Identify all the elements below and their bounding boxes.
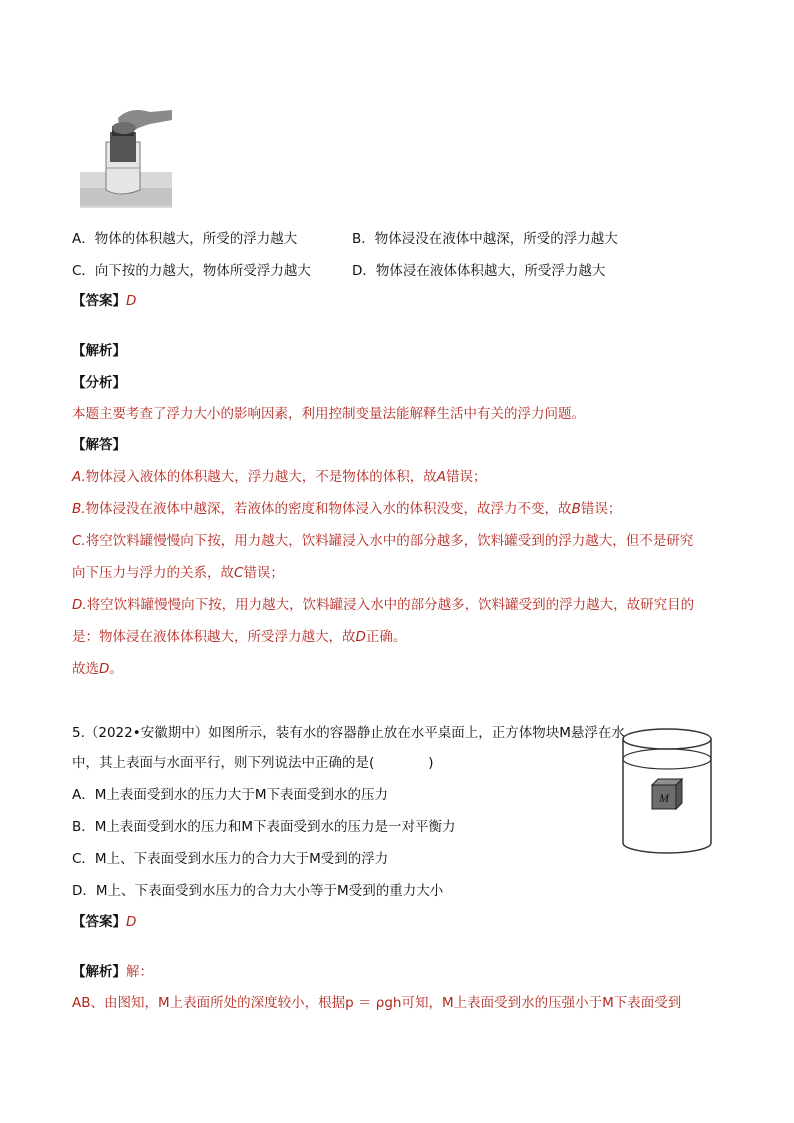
text: 向下压力与浮力的关系，故 — [72, 565, 234, 581]
q4-solution-c-line1 — [72, 532, 693, 550]
q5-ab-line: AB、由图知，M上表面所处的深度较小，根据p ＝ ρgh可知，M上表面受到水的压强小于M下表面受到 — [72, 995, 682, 1011]
text: 物体浸没在液体中越深，若液体的密度和物体浸入水的体积没变，故浮力不变，故 — [85, 501, 572, 517]
end: 错误； — [580, 501, 622, 517]
answer-value: D — [126, 293, 137, 309]
q5-option-b: B．M上表面受到水的压力和M下表面受到水的压力是一对平衡力 — [72, 819, 456, 835]
analysis-suffix: 解： — [126, 964, 153, 980]
analysis-label: 【解析】 — [72, 964, 126, 980]
q5-analysis — [72, 963, 153, 981]
q4-option-c: C．向下按的力越大，物体所受浮力越大 — [72, 263, 311, 279]
q4-option-d: D．物体浸在液体体积越大，所受浮力越大 — [352, 263, 606, 279]
q4-analysis-label: 【解析】 — [72, 343, 126, 359]
q5-stem-line2: 中，其上表面与水面平行，则下列说法中正确的是( ) — [72, 755, 434, 771]
letter: D — [355, 629, 366, 645]
prefix: A. — [72, 469, 86, 485]
letter: A — [436, 469, 447, 485]
prefix: B. — [72, 501, 86, 517]
letter: D — [99, 661, 110, 677]
hand-pressing-can-photo — [80, 98, 172, 212]
q5-option-a: A．M上表面受到水的压力大于M下表面受到水的压力 — [72, 787, 389, 803]
q5-answer — [72, 913, 136, 931]
prefix: D. — [72, 597, 87, 613]
q4-solution-b — [72, 500, 621, 518]
q4-solution-d-line2 — [72, 628, 406, 646]
q5-option-c: C．M上、下表面受到水压力的合力大于M受到的浮力 — [72, 851, 389, 867]
q4-answer — [72, 292, 136, 310]
prefix: C. — [72, 533, 86, 549]
block-m-label: M — [659, 791, 669, 805]
end: 错误； — [446, 469, 487, 485]
text: 故选 — [72, 661, 99, 677]
text: 将空饮料罐慢慢向下按，用力越大，饮料罐浸入水中的部分越多，饮料罐受到的浮力越大，故研究目的 — [86, 597, 695, 613]
end: 错误； — [243, 565, 284, 581]
q4-option-a: A．物体的体积越大，所受的浮力越大 — [72, 231, 298, 247]
end: 。 — [109, 661, 123, 677]
text: 是：物体浸在液体体积越大，所受浮力越大，故 — [72, 629, 356, 645]
q5-option-d: D．M上、下表面受到水压力的合力大小等于M受到的重力大小 — [72, 883, 444, 899]
q4-option-b: B．物体浸没在液体中越深，所受的浮力越大 — [352, 231, 618, 247]
answer-label: 【答案】 — [72, 293, 126, 309]
letter: C — [234, 565, 244, 581]
q4-solution-c-line2 — [72, 564, 284, 582]
q5-stem-line1: 5.（2022•安徽期中）如图所示，装有水的容器静止放在水平桌面上，正方体物块M悬浮在水 — [72, 725, 625, 741]
text: 将空饮料罐慢慢向下按，用力越大，饮料罐浸入水中的部分越多，饮料罐受到的浮力越大，但不是研究 — [85, 533, 694, 549]
end: 正确。 — [365, 629, 407, 645]
text: 物体浸入液体的体积越大，浮力越大，不是物体的体积，故 — [85, 469, 437, 485]
q4-solution-a — [72, 468, 487, 486]
answer-value: D — [126, 914, 137, 930]
q4-fenxi-label: 【分析】 — [72, 375, 126, 391]
beaker-figure — [620, 725, 714, 857]
q4-fenxi-text: 本题主要考查了浮力大小的影响因素，利用控制变量法能解释生活中有关的浮力问题。 — [72, 406, 585, 422]
letter: B — [571, 501, 581, 517]
q4-jieda-label: 【解答】 — [72, 437, 126, 453]
q4-choose — [72, 660, 123, 678]
q4-solution-d-line1 — [72, 596, 694, 614]
answer-label: 【答案】 — [72, 914, 126, 930]
